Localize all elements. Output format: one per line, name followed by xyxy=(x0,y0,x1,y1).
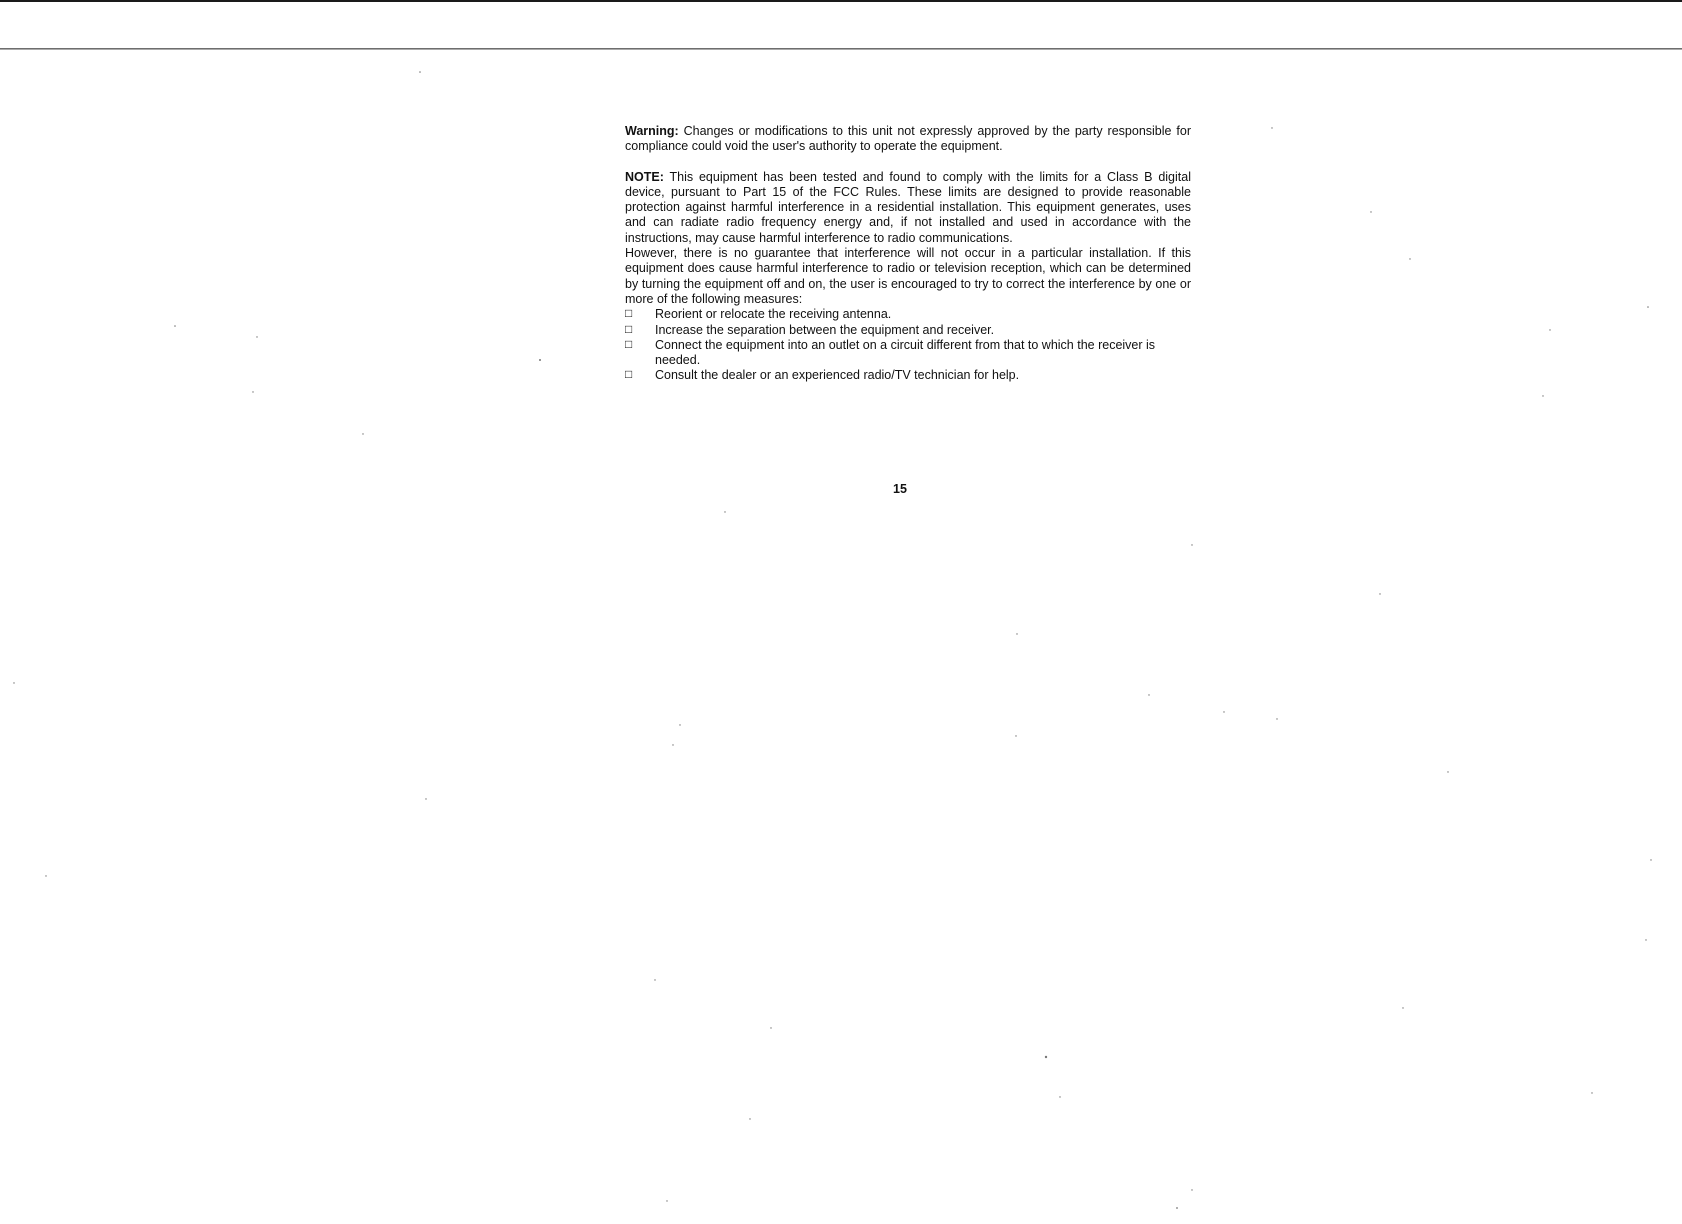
warning-label: Warning: xyxy=(625,124,679,138)
list-item xyxy=(625,307,1191,322)
page-number: 15 xyxy=(893,482,907,496)
list-item xyxy=(625,368,1191,383)
checkbox-bullet-icon: □ xyxy=(625,368,633,383)
note-paragraph xyxy=(625,170,1191,246)
warning-paragraph xyxy=(625,124,1191,155)
checkbox-bullet-icon: □ xyxy=(625,337,633,352)
list-item xyxy=(625,338,1191,369)
guarantee-paragraph: However, there is no guarantee that interference will not occur in a particular installation. If this equipment does cause harmful interference to radio or television reception, which can be determined by turning the equipment off and on, the user is encouraged to try to correct the interference by one or more of the following measures: xyxy=(625,246,1191,306)
measure-text: Reorient or relocate the receiving antenna. xyxy=(655,307,892,322)
fcc-notice xyxy=(625,124,1191,384)
checkbox-bullet-icon: □ xyxy=(625,322,633,337)
measures-list xyxy=(625,307,1191,383)
note-text: This equipment has been tested and found to comply with the limits for a Class B digital device, pursuant to Part 15 of the FCC Rules. These limits are designed to provide reasonable protection against harmful interference in a residential installation. This equipment generates, uses and can radiate radio frequency energy and, if not installed and used in accordance with the instructions, may cause harmful interference to radio communications. xyxy=(625,169,1191,245)
warning-text: Changes or modifications to this unit not expressly approved by the party responsible for compliance could void the user's authority to operate the equipment. xyxy=(625,124,1191,154)
note-label: NOTE: xyxy=(625,169,664,184)
checkbox-bullet-icon: □ xyxy=(625,307,633,322)
measure-text: Connect the equipment into an outlet on a circuit different from that to which the receiver is needed. xyxy=(655,337,1156,368)
list-item xyxy=(625,323,1191,338)
measure-text: Consult the dealer or an experienced radio/TV technician for help. xyxy=(655,368,1020,383)
measure-text: Increase the separation between the equipment and receiver. xyxy=(655,322,995,337)
